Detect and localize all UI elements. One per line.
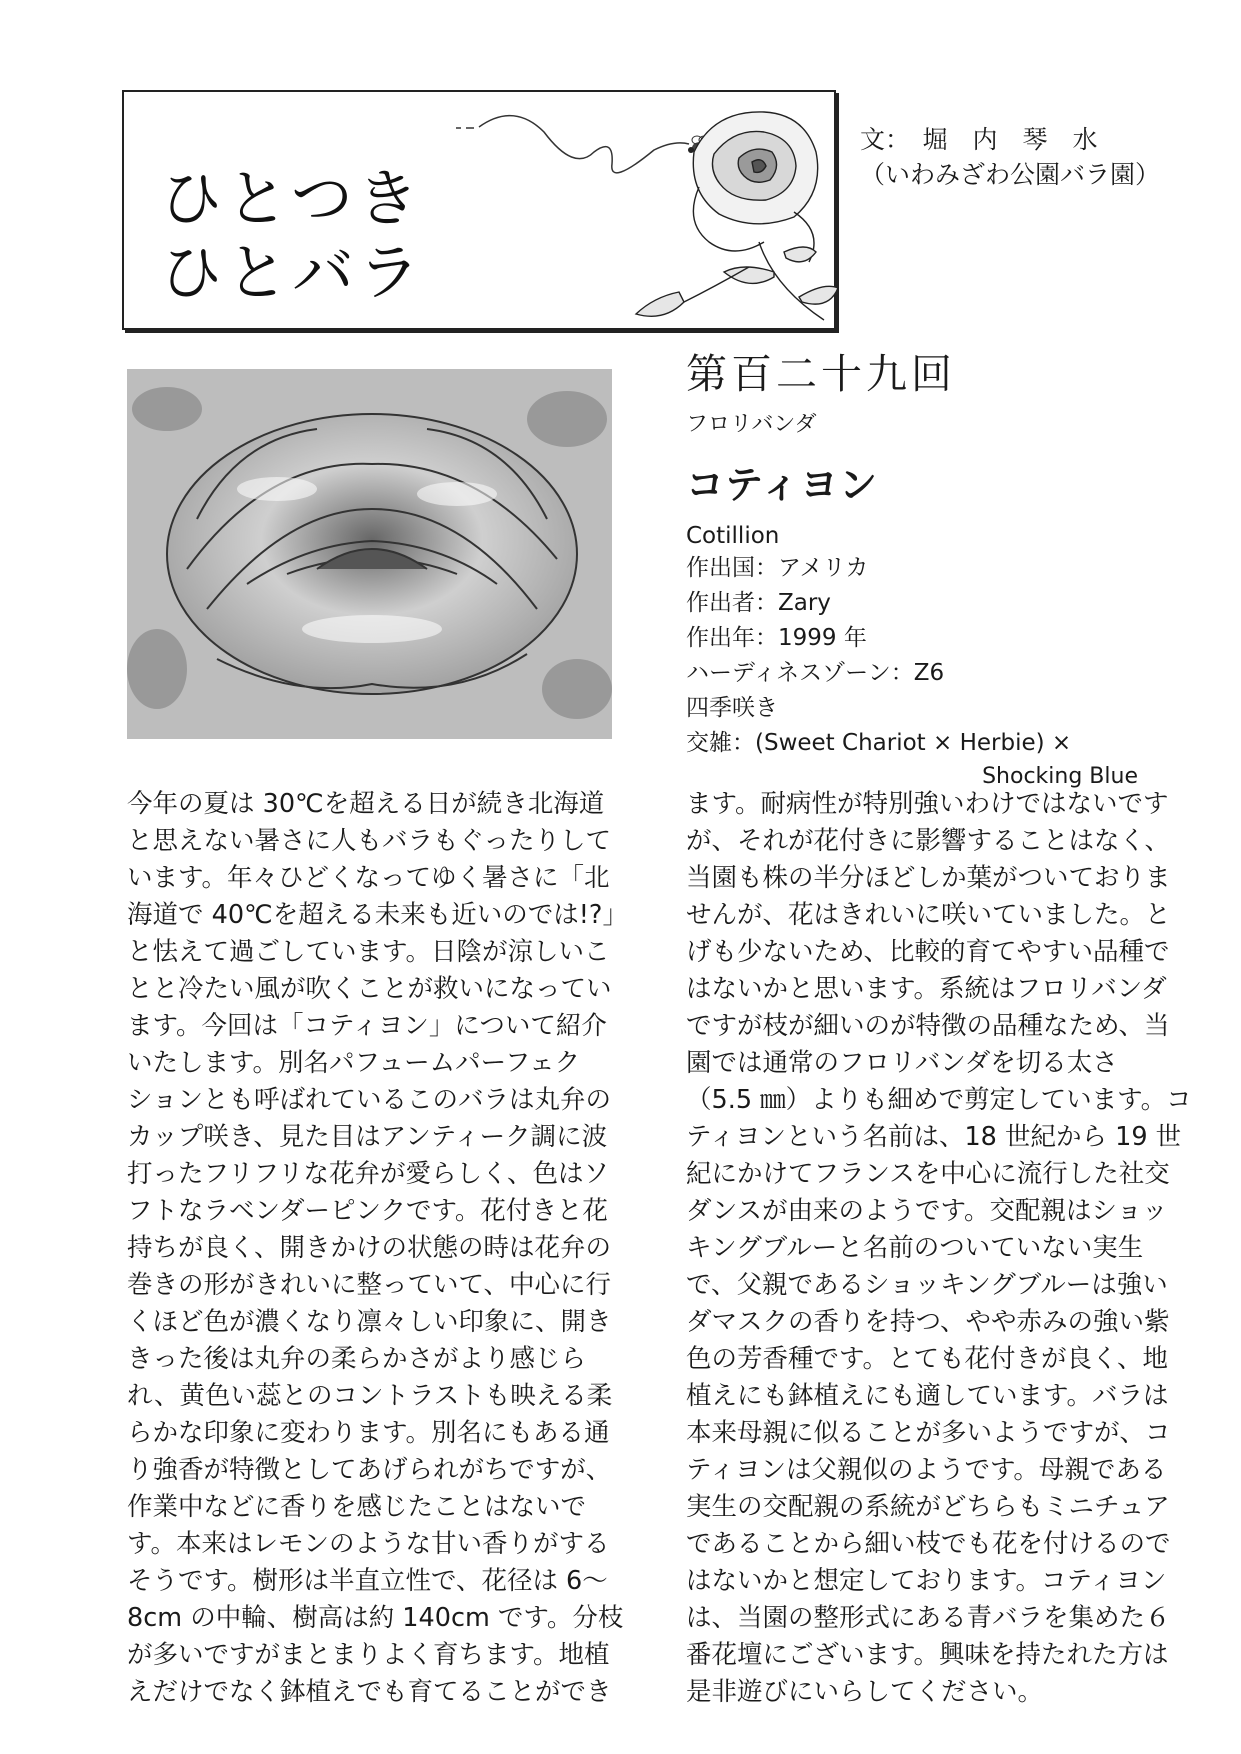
rose-name: コティヨン	[686, 463, 878, 507]
body-line: ティヨンは父親似のようです。母親である	[686, 1455, 1167, 1485]
body-line: キングブルーと名前のついていない実生	[686, 1233, 1144, 1263]
body-line: フトなラベンダーピンクです。花付きと花	[127, 1196, 608, 1226]
author-name: 文： 堀 内 琴 水	[860, 125, 1098, 154]
body-line: と怯えて過ごしています。日陰が涼しいこ	[127, 937, 610, 967]
rose-category: フロリバンダ	[686, 412, 817, 437]
meta-parentage: 交雑：(Sweet Chariot × Herbie) ×	[686, 730, 1072, 756]
rose-illustration	[354, 92, 838, 328]
body-line: が多いですがまとまりよく育ちます。地植	[127, 1640, 610, 1670]
author-block	[860, 122, 1230, 192]
body-line: 持ちが良く、開きかけの状態の時は花弁の	[127, 1233, 611, 1263]
body-line: 今年の夏は 30℃を超える日が続き北海道	[127, 789, 605, 819]
body-line: ダンスが由来のようです。交配親はショッ	[686, 1196, 1168, 1226]
meta-parentage-tail: Shocking Blue	[982, 764, 1138, 789]
episode-number: 第百二十九回	[686, 350, 956, 398]
body-line: います。年々ひどくなってゆく暑さに「北	[127, 863, 610, 893]
rose-info	[686, 350, 1156, 793]
meta-year: 作出年：1999 年	[686, 625, 867, 651]
body-line: らかな印象に変わります。別名にもある通	[127, 1418, 610, 1448]
body-line: は、当園の整形式にある青バラを集めた６	[686, 1603, 1171, 1633]
title-box	[122, 90, 836, 330]
body-line: はないかと思います。系統はフロリバンダ	[686, 974, 1167, 1004]
rose-meta-list	[686, 551, 1156, 793]
body-line: 海道で 40℃を超える未来も近いのでは!?」	[127, 900, 628, 930]
body-line: 打ったフリフリな花弁が愛らしく、色はソ	[127, 1159, 609, 1189]
article-body-left	[127, 786, 628, 1711]
body-line: とと冷たい風が吹くことが救いになってい	[127, 974, 612, 1004]
body-line: えだけでなく鉢植えでも育てることができ	[127, 1677, 612, 1707]
body-line: 色の芳香種です。とても花付きが良く、地	[686, 1344, 1168, 1374]
rose-stem-icon	[636, 242, 838, 320]
body-line: 番花壇にございます。興味を持たれた方は	[686, 1640, 1169, 1670]
author-affiliation: （いわみざわ公園バラ園）	[860, 160, 1161, 189]
body-line: カップ咲き、見た目はアンティーク調に波	[127, 1122, 608, 1152]
body-line: そうです。樹形は半直立性で、花径は 6～	[127, 1566, 608, 1596]
body-line: 本来母親に似ることが多いようですが、コ	[686, 1418, 1171, 1448]
bee-flight-path	[479, 116, 689, 173]
body-line: ます。耐病性が特別強いわけではないです	[686, 789, 1169, 819]
body-line: 園では通常のフロリバンダを切る太さ	[686, 1048, 1118, 1078]
body-line: 植えにも鉢植えにも適しています。バラは	[686, 1381, 1169, 1411]
body-line: いたします。別名パフュームパーフェク	[127, 1048, 581, 1078]
body-line: （5.5 ㎜）よりも細めで剪定しています。コ	[686, 1085, 1192, 1115]
rose-latin-name: Cotillion	[686, 523, 780, 549]
meta-breeder: 作出者：Zary	[686, 590, 831, 616]
body-line: で、父親であるショッキングブルーは強い	[686, 1270, 1168, 1300]
rose-bloom-icon	[693, 112, 817, 262]
body-line: ですが枝が細いのが特徴の品種なため、当	[686, 1011, 1170, 1041]
body-line: 作業中などに香りを感じたことはないで	[127, 1492, 587, 1522]
meta-bloom: 四季咲き	[686, 695, 778, 721]
page-title-line2: ひとバラ	[160, 236, 425, 309]
body-line: 8cm の中輪、樹高は約 140cm です。分枝	[127, 1603, 624, 1633]
body-line: 紀にかけてフランスを中心に流行した社交	[686, 1159, 1170, 1189]
body-line: 当園も株の半分ほどしか葉がついておりま	[686, 863, 1171, 893]
body-line: ティヨンという名前は、18 世紀から 19 世	[686, 1122, 1182, 1152]
body-line: 是非遊びにいらしてください。	[686, 1677, 1044, 1707]
body-line: れ、黄色い蕊とのコントラストも映える柔	[127, 1381, 613, 1411]
body-line: げも少ないため、比較的育てやすい品種で	[686, 937, 1170, 967]
body-line: が、それが花付きに影響することはなく、	[686, 826, 1170, 856]
body-line: と思えない暑さに人もバラもぐったりして	[127, 826, 611, 856]
body-line: す。本来はレモンのような甘い香りがする	[127, 1529, 610, 1559]
rose-photo	[127, 369, 612, 739]
page-title-line1: ひとつき	[160, 162, 423, 235]
meta-country: 作出国：アメリカ	[686, 555, 869, 581]
body-line: はないかと想定しております。コティヨン	[686, 1566, 1167, 1596]
body-line: 巻きの形がきれいに整っていて、中心に行	[127, 1270, 611, 1300]
body-line: ダマスクの香りを持つ、やや赤みの強い紫	[686, 1307, 1170, 1337]
body-line: り強香が特徴としてあげられがちですが、	[127, 1455, 612, 1485]
article-body-right	[686, 786, 1192, 1711]
body-line: であることから細い枝でも花を付けるので	[686, 1529, 1171, 1559]
body-line: きった後は丸弁の柔らかさがより感じら	[127, 1344, 587, 1374]
body-line: くほど色が濃くなり凛々しい印象に、開き	[127, 1307, 612, 1337]
body-line: ションとも呼ばれているこのバラは丸弁の	[127, 1085, 611, 1115]
body-line: ます。今回は「コティヨン」について紹介	[127, 1011, 607, 1041]
body-line: せんが、花はきれいに咲いていました。と	[686, 900, 1171, 930]
body-line: 実生の交配親の系統がどちらもミニチュア	[686, 1492, 1170, 1522]
meta-hardiness: ハーディネスゾーン：Z6	[686, 660, 945, 686]
